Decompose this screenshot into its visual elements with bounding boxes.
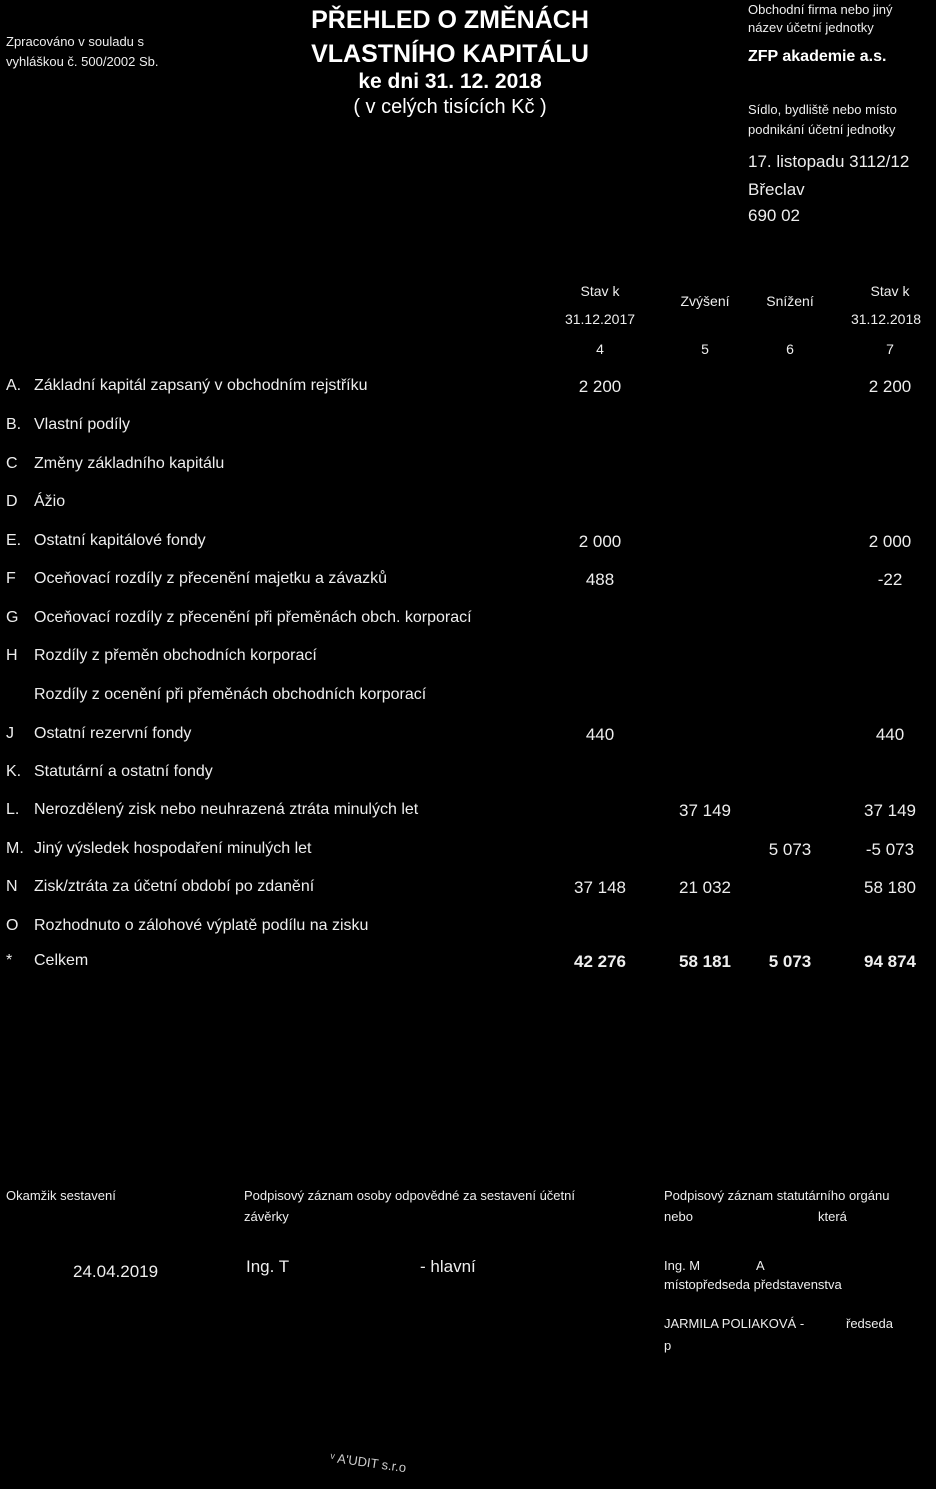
document-title-line2: VLASTNÍHO KAPITÁLU <box>311 40 589 68</box>
row-value-2017: 2 000 <box>578 532 622 551</box>
table-row <box>0 416 936 440</box>
col7-number: 7 <box>886 341 894 357</box>
row-value-2018: 58 180 <box>864 878 916 897</box>
stamp-fragment: ᵛ A'UDIT s.r.o <box>329 1449 408 1476</box>
row-label: Rozdíly z ocenění při přeměnách obchodních korporací <box>34 686 427 703</box>
table-row <box>0 609 936 633</box>
row-label: Oceňovací rozdíly z přecenění majetku a závazků <box>34 570 388 587</box>
row-label: Jiný výsledek hospodaření minulých let <box>34 840 312 857</box>
table-row <box>0 532 936 556</box>
col5-header: Zvýšení <box>680 293 730 309</box>
row-letter: E. <box>6 532 22 549</box>
row-letter: K. <box>6 763 22 780</box>
row-value-increase: 21 032 <box>679 878 731 897</box>
table-row <box>0 878 936 902</box>
col4-header-line1: Stav k <box>580 283 620 299</box>
signature3-role: ředseda <box>846 1316 893 1331</box>
row-label: Ostatní rezervní fondy <box>34 725 192 742</box>
document-date: ke dni 31. 12. 2018 <box>358 70 542 93</box>
row-label: Zisk/ztráta za účetní období po zdanění <box>34 878 315 895</box>
table-row <box>0 686 936 710</box>
compliance-note-line2: vyhláškou č. 500/2002 Sb. <box>6 54 159 69</box>
signature2-label-line2a: nebo <box>664 1209 693 1224</box>
row-value-2018: -22 <box>877 570 903 589</box>
col4-header-line2: 31.12.2017 <box>564 311 636 327</box>
table-row <box>0 455 936 479</box>
row-letter: C <box>6 455 18 472</box>
row-value-2018: 440 <box>875 725 905 744</box>
seat-label-line1: Sídlo, bydliště nebo místo <box>748 102 897 117</box>
seat-street: 17. listopadu 3112/12 <box>748 152 910 171</box>
signature2-label-line1: Podpisový záznam statutárního orgánu <box>664 1188 890 1203</box>
document-title-line1: PŘEHLED O ZMĚNÁCH <box>311 6 589 34</box>
table-row <box>0 840 936 864</box>
row-label: Rozhodnuto o zálohové výplatě podílu na zisku <box>34 917 369 934</box>
row-value-2018: 2 000 <box>868 532 912 551</box>
row-label: Změny základního kapitálu <box>34 455 225 472</box>
table-row <box>0 570 936 594</box>
row-value-2017: 42 276 <box>574 952 626 971</box>
row-label: Statutární a ostatní fondy <box>34 763 213 780</box>
signature2-role: místopředseda představenstva <box>664 1277 842 1292</box>
row-label: Vlastní podíly <box>34 416 131 433</box>
table-row <box>0 801 936 825</box>
col6-number: 6 <box>786 341 794 357</box>
moment-label: Okamžik sestavení <box>6 1188 116 1203</box>
row-value-2018: 94 874 <box>864 952 916 971</box>
signature2-name-b: A <box>756 1258 765 1273</box>
row-letter: D <box>6 493 18 510</box>
table-row <box>0 763 936 787</box>
signature1-label-line2: závěrky <box>244 1209 289 1224</box>
table-row-total <box>0 952 936 976</box>
col7-header-line1: Stav k <box>870 283 910 299</box>
firm-label-line2: název účetní jednotky <box>748 20 874 35</box>
col4-number: 4 <box>596 341 604 357</box>
signature2-label-line2b: která <box>818 1209 847 1224</box>
row-label: Základní kapitál zapsaný v obchodním rejstříku <box>34 377 368 394</box>
row-label: Oceňovací rozdíly z přecenění při přeměnách obch. korporací <box>34 609 472 626</box>
table-row <box>0 917 936 941</box>
row-letter: F <box>6 570 16 587</box>
signature1-role: - hlavní <box>420 1257 476 1276</box>
col6-header: Snížení <box>766 293 814 309</box>
row-letter: O <box>6 917 19 934</box>
row-value-2017: 37 148 <box>574 878 626 897</box>
firm-label-line1: Obchodní firma nebo jiný <box>748 2 893 17</box>
row-letter: L. <box>6 801 20 818</box>
row-label: Ážio <box>34 493 66 510</box>
row-value-increase: 37 149 <box>679 801 731 820</box>
row-letter: M. <box>6 840 24 857</box>
seat-city: Břeclav <box>748 180 805 199</box>
row-letter: * <box>6 952 13 969</box>
row-value-2018: 37 149 <box>864 801 916 820</box>
signature3-name: JARMILA POLIAKOVÁ - <box>664 1316 805 1331</box>
row-letter: B. <box>6 416 22 433</box>
table-row <box>0 377 936 401</box>
table-row <box>0 493 936 517</box>
row-value-2017: 488 <box>585 570 615 589</box>
table-row <box>0 725 936 749</box>
col5-number: 5 <box>701 341 709 357</box>
row-label: Celkem <box>34 952 89 969</box>
seat-zip: 690 02 <box>748 206 800 225</box>
row-letter: N <box>6 878 18 895</box>
row-letter: J <box>6 725 14 742</box>
row-value-2018: -5 073 <box>865 840 915 859</box>
signature1-label-line1: Podpisový záznam osoby odpovědné za sestavení účetní <box>244 1188 575 1203</box>
compliance-note-line1: Zpracováno v souladu s <box>6 34 145 49</box>
table-row <box>0 647 936 671</box>
row-value-decrease: 5 073 <box>768 952 812 971</box>
row-value-increase: 58 181 <box>679 952 731 971</box>
row-label: Ostatní kapitálové fondy <box>34 532 206 549</box>
row-label: Rozdíly z přeměn obchodních korporací <box>34 647 317 664</box>
signature2-name-a: Ing. M <box>664 1258 701 1273</box>
firm-name: ZFP akademie a.s. <box>748 48 887 65</box>
row-letter: H <box>6 647 18 664</box>
signature3-extra: p <box>664 1338 672 1353</box>
row-value-decrease: 5 073 <box>768 840 812 859</box>
row-letter: A. <box>6 377 22 394</box>
row-value-2018: 2 200 <box>868 377 912 396</box>
row-letter: G <box>6 609 19 626</box>
col7-header-line2: 31.12.2018 <box>850 311 922 327</box>
moment-value: 24.04.2019 <box>73 1262 159 1281</box>
row-value-2017: 440 <box>585 725 615 744</box>
seat-label-line2: podnikání účetní jednotky <box>748 122 896 137</box>
row-label: Nerozdělený zisk nebo neuhrazená ztráta minulých let <box>34 801 419 818</box>
row-value-2017: 2 200 <box>578 377 622 396</box>
document-units: ( v celých tisících Kč ) <box>353 96 547 118</box>
signature1-name: Ing. T <box>246 1257 290 1276</box>
